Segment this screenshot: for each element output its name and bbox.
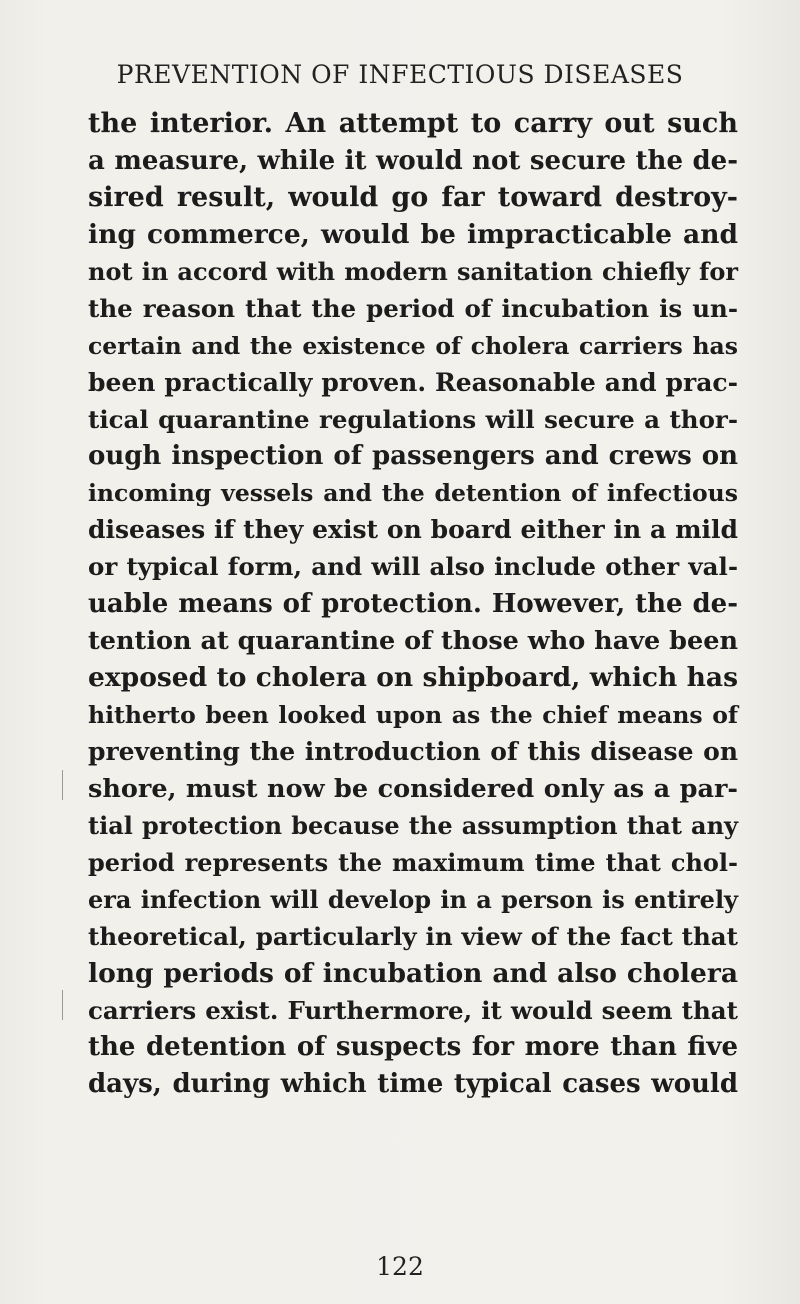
- page-edge-mark: [62, 990, 63, 1020]
- text-line: tention at quarantine of those who have been: [88, 626, 738, 657]
- text-line: ough inspection of passengers and crews on: [88, 441, 738, 472]
- text-line: shore, must now be considered only as a par-: [88, 773, 738, 804]
- text-line: diseases if they exist on board either in a mild: [88, 515, 738, 545]
- text-line: or typical form, and will also include other val-: [88, 552, 738, 582]
- text-line: tical quarantine regulations will secure a thor-: [88, 404, 738, 434]
- text-line: a measure, while it would not secure the de-: [88, 145, 738, 176]
- text-line: sired result, would go far toward destroy-: [88, 181, 738, 213]
- text-line: the reason that the period of incubation is un-: [88, 293, 738, 323]
- text-line: certain and the existence of cholera carriers has: [88, 331, 738, 360]
- text-line: long periods of incubation and also cholera: [88, 957, 738, 989]
- body-text: [88, 106, 738, 1103]
- text-line: preventing the introduction of this disease on: [88, 736, 738, 766]
- text-line: the interior. An attempt to carry out such: [88, 108, 738, 139]
- text-line: tial protection because the assumption that any: [88, 810, 738, 840]
- text-line: the detention of suspects for more than five: [88, 1032, 738, 1063]
- text-line: hitherto been looked upon as the chief means of: [88, 701, 738, 729]
- text-line: incoming vessels and the detention of infectious: [88, 479, 738, 508]
- text-line: period represents the maximum time that chol-: [88, 847, 738, 877]
- text-line: uable means of protection. However, the de-: [88, 589, 738, 620]
- running-head: PREVENTION OF INFECTIOUS DISEASES: [116, 60, 684, 89]
- page-number: 122: [376, 1252, 424, 1281]
- text-line: days, during which time typical cases would: [88, 1069, 738, 1100]
- text-line: been practically proven. Reasonable and prac-: [88, 367, 738, 397]
- text-line: not in accord with modern sanitation chiefly for: [88, 256, 738, 286]
- page-edge-mark: [62, 770, 63, 800]
- text-line: exposed to cholera on shipboard, which has: [88, 662, 738, 694]
- text-line: ing commerce, would be impracticable and: [88, 218, 738, 250]
- text-line: carriers exist. Furthermore, it would seem that: [88, 995, 738, 1025]
- text-line: era infection will develop in a person is entirely: [88, 884, 738, 914]
- text-line: theoretical, particularly in view of the fact that: [88, 921, 738, 951]
